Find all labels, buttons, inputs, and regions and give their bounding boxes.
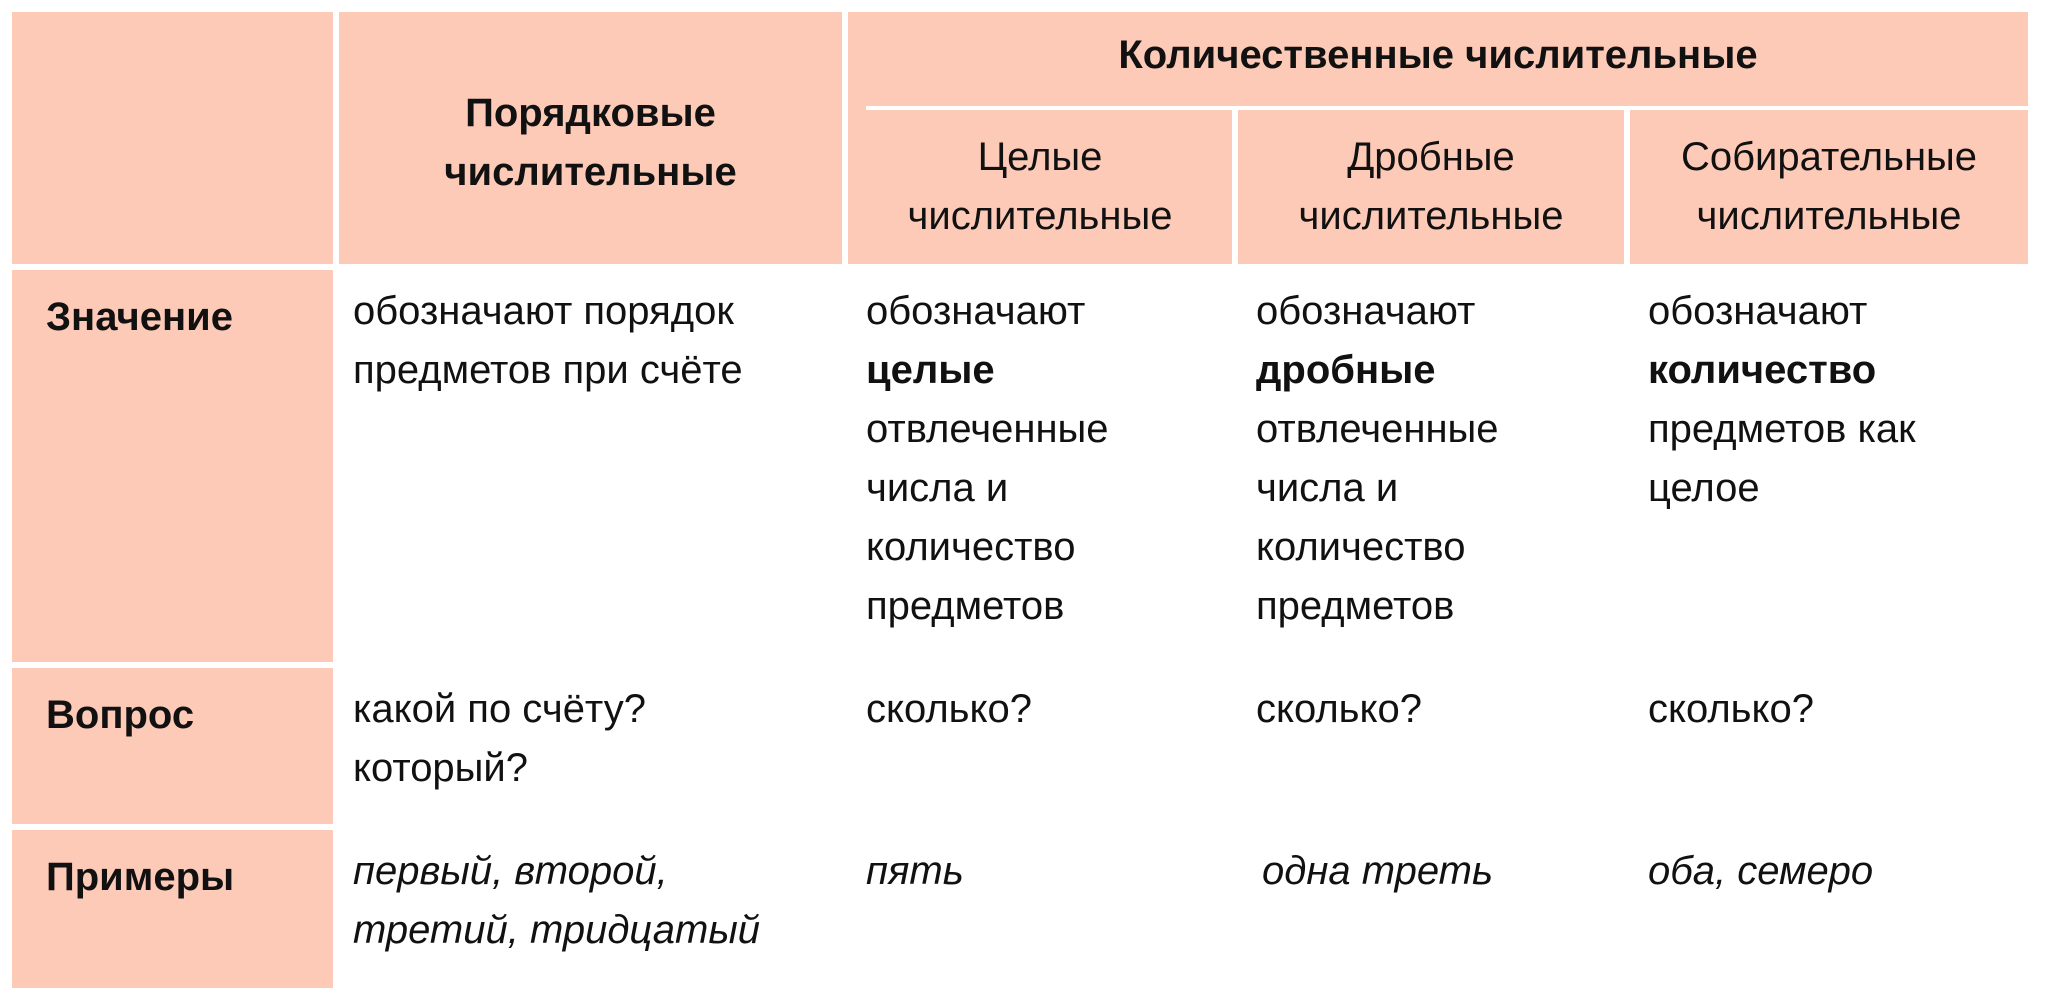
header-collective-cell xyxy=(1630,110,2028,264)
examples-fractional-text: одна треть xyxy=(1262,849,1493,893)
header-fractional-cell xyxy=(1238,110,1624,264)
examples-collective-text: оба, семеро xyxy=(1648,849,1874,893)
meaning-ordinal-line1: обозначают порядок xyxy=(353,289,734,333)
meaning-fractional-line1: обозначают xyxy=(1256,289,1476,333)
question-collective-text: сколько? xyxy=(1648,687,1814,731)
meaning-ordinal-cell xyxy=(339,270,842,662)
meaning-whole-line4: числа и xyxy=(866,466,1009,510)
meaning-whole-cell xyxy=(848,270,1232,662)
header-ordinal-cell xyxy=(339,12,842,264)
meaning-collective-line4: целое xyxy=(1648,466,1760,510)
header-whole-cell xyxy=(848,110,1232,264)
examples-ordinal-cell xyxy=(339,830,842,988)
question-whole-text: сколько? xyxy=(866,687,1032,731)
meaning-ordinal-line2: предметов при счёте xyxy=(353,348,743,392)
row-label-examples-text: Примеры xyxy=(46,855,235,899)
question-ordinal-line2: который? xyxy=(353,746,529,790)
meaning-whole-bold: целые xyxy=(866,348,995,392)
meaning-whole-line3: отвлеченные xyxy=(866,407,1109,451)
header-ordinal-line1: Порядковые xyxy=(465,91,716,135)
meaning-collective-bold: количество xyxy=(1648,348,1877,392)
header-collective-line2: числительные xyxy=(1696,194,1962,238)
meaning-fractional-line3: отвлеченные xyxy=(1256,407,1499,451)
header-fractional-line1: Дробные xyxy=(1347,135,1515,179)
header-collective-line1: Собирательные xyxy=(1680,135,1978,179)
question-ordinal-cell xyxy=(339,668,842,824)
question-fractional-text: сколько? xyxy=(1256,687,1422,731)
meaning-fractional-line6: предметов xyxy=(1256,584,1455,628)
meaning-collective-line1: обозначают xyxy=(1648,289,1868,333)
meaning-fractional-line4: числа и xyxy=(1256,466,1399,510)
header-cardinal-group-cell xyxy=(848,12,2028,110)
header-whole-line2: числительные xyxy=(907,194,1173,238)
header-cardinal-group: Количественные числительные xyxy=(1118,32,1758,77)
meaning-collective-cell xyxy=(1630,270,2028,662)
examples-fractional-cell xyxy=(1238,830,1624,988)
question-collective-cell xyxy=(1630,668,2028,824)
meaning-fractional-line5: количество xyxy=(1256,525,1466,569)
question-ordinal-line1: какой по счёту? xyxy=(353,687,646,731)
header-whole-line1: Целые xyxy=(977,135,1103,179)
meaning-whole-line5: количество xyxy=(866,525,1076,569)
meaning-fractional-bold: дробные xyxy=(1256,348,1436,392)
examples-ordinal-line2: третий, тридцатый xyxy=(353,908,760,952)
row-label-examples xyxy=(12,830,333,988)
header-ordinal-line2: числительные xyxy=(444,150,737,194)
examples-ordinal-line1: первый, второй, xyxy=(353,849,668,893)
meaning-fractional-cell xyxy=(1238,270,1624,662)
header-fractional-line2: числительные xyxy=(1298,194,1564,238)
meaning-whole-line1: обозначают xyxy=(866,289,1086,333)
meaning-collective-line3: предметов как xyxy=(1648,407,1916,451)
row-label-question xyxy=(12,668,333,824)
row-label-question-text: Вопрос xyxy=(46,693,195,737)
examples-collective-cell xyxy=(1630,830,2028,988)
row-label-meaning-text: Значение xyxy=(46,295,233,339)
header-corner-cell xyxy=(12,12,333,264)
examples-whole-text: пять xyxy=(866,849,964,893)
meaning-whole-line6: предметов xyxy=(866,584,1065,628)
question-whole-cell xyxy=(848,668,1232,824)
row-label-meaning xyxy=(12,270,333,662)
question-fractional-cell xyxy=(1238,668,1624,824)
examples-whole-cell xyxy=(848,830,1232,988)
